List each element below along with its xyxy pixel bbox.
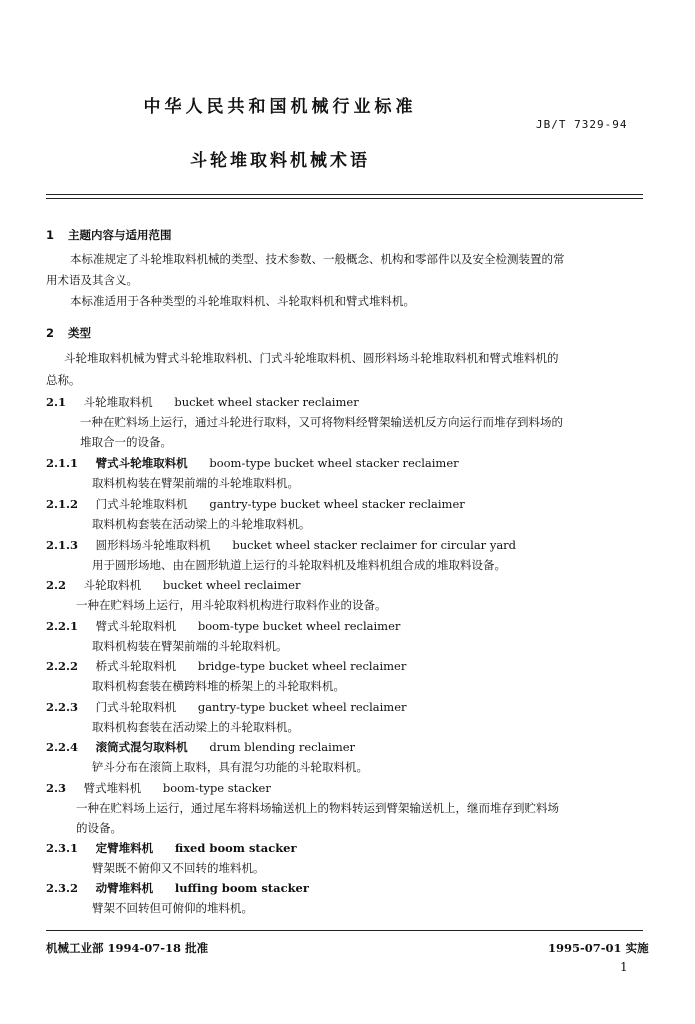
term-english: drum blending reclaimer (209, 740, 356, 754)
section-2-number: 2 (46, 326, 55, 340)
term-english: bridge-type bucket wheel reclaimer (197, 659, 407, 673)
term-entry (46, 394, 359, 410)
term-entry (46, 496, 465, 512)
section-1-paragraph-2: 本标准适用于各种类型的斗轮堆取料机、斗轮取料机和臂式堆料机。 (70, 294, 415, 308)
document-title: 斗轮堆取料机械术语 (190, 151, 370, 171)
term-chinese: 臂式斗轮取料机 (95, 619, 177, 633)
approval-note: 机械工业部 1994-07-18 批准 (46, 941, 209, 955)
term-entry (46, 537, 516, 553)
term-chinese: 门式斗轮取料机 (95, 700, 177, 714)
term-entry (46, 880, 309, 896)
term-english: luffing boom stacker (174, 881, 309, 895)
term-english: bucket wheel reclaimer (162, 578, 301, 592)
section-2-paragraph-1a: 斗轮堆取料机械为臂式斗轮堆取料机、门式斗轮堆取料机、圆形料场斗轮堆取料机和臂式堆料机的 (64, 351, 559, 365)
term-chinese: 斗轮取料机 (83, 578, 142, 592)
term-chinese: 圆形料场斗轮堆取料机 (95, 538, 211, 552)
term-chinese: 门式斗轮堆取料机 (95, 497, 188, 511)
section-1-paragraph-1b: 用术语及其含义。 (46, 273, 138, 287)
term-definition: 一种在贮料场上运行，通过尾车将料场输送机上的物料转运到臂架输送机上，继而堆存到贮料场 (76, 801, 559, 815)
term-number: 2.3.1 (46, 841, 79, 855)
term-english: gantry-type bucket wheel stacker reclaimer (209, 497, 465, 511)
term-number: 2.2.3 (46, 700, 79, 714)
term-entry (46, 840, 297, 856)
term-english: fixed boom stacker (174, 841, 297, 855)
section-2-title: 类型 (68, 326, 91, 340)
term-chinese: 定臂堆料机 (95, 841, 154, 855)
term-definition-cont: 堆取合一的设备。 (80, 435, 172, 449)
term-definition: 用于圆形场地、由在圆形轨道上运行的斗轮取料机及堆料机组合成的堆取料设备。 (92, 558, 506, 572)
term-english: boom-type bucket wheel reclaimer (197, 619, 401, 633)
term-entry (46, 658, 406, 674)
term-definition: 臂架不回转但可俯仰的堆料机。 (92, 901, 253, 915)
term-number: 2.1.2 (46, 497, 79, 511)
section-1-title: 主题内容与适用范围 (68, 228, 172, 242)
section-2-paragraph-1b: 总称。 (46, 373, 81, 387)
term-chinese: 桥式斗轮取料机 (95, 659, 177, 673)
term-number: 2.2 (46, 578, 67, 592)
header-rule (46, 194, 643, 195)
term-chinese: 滚筒式混匀取料机 (95, 740, 188, 754)
term-english: bucket wheel stacker reclaimer for circular yard (232, 538, 517, 552)
term-entry (46, 618, 400, 634)
footer-rule (46, 930, 643, 931)
term-definition: 取料机构套装在活动梁上的斗轮堆取料机。 (92, 517, 311, 531)
term-entry (46, 455, 459, 471)
term-chinese: 臂式斗轮堆取料机 (95, 456, 188, 470)
term-definition: 取料机构套装在活动梁上的斗轮取料机。 (92, 720, 299, 734)
term-entry (46, 739, 355, 755)
term-number: 2.3 (46, 781, 67, 795)
term-english: boom-type stacker (162, 781, 271, 795)
term-number: 2.2.4 (46, 740, 79, 754)
term-english: boom-type bucket wheel stacker reclaimer (209, 456, 459, 470)
term-number: 2.2.1 (46, 619, 79, 633)
term-definition: 臂架既不俯仰又不回转的堆料机。 (92, 861, 265, 875)
term-definition: 铲斗分布在滚筒上取料，具有混匀功能的斗轮取料机。 (92, 760, 368, 774)
term-chinese: 斗轮堆取料机 (83, 395, 153, 409)
page-number: 1 (620, 960, 628, 974)
standard-category-heading: 中华人民共和国机械行业标准 (143, 97, 417, 117)
term-chinese: 动臂堆料机 (95, 881, 154, 895)
term-english: gantry-type bucket wheel reclaimer (197, 700, 407, 714)
section-1-paragraph-1a: 本标准规定了斗轮堆取料机械的类型、技术参数、一般概念、机构和零部件以及安全检测装置的常 (70, 252, 565, 266)
term-number: 2.3.2 (46, 881, 79, 895)
term-definition: 一种在贮料场上运行，通过斗轮进行取料，又可将物料经臂架输送机反方向运行而堆存到料场的 (80, 415, 563, 429)
term-number: 2.1 (46, 395, 67, 409)
term-entry (46, 699, 407, 715)
header-rule-inner (46, 198, 643, 199)
term-number: 2.2.2 (46, 659, 79, 673)
term-definition-cont: 的设备。 (76, 821, 122, 835)
term-definition: 一种在贮料场上运行，用斗轮取料机构进行取料作业的设备。 (76, 598, 387, 612)
term-number: 2.1.3 (46, 538, 79, 552)
term-english: bucket wheel stacker reclaimer (174, 395, 359, 409)
section-1-number: 1 (46, 228, 55, 242)
effective-date: 1995-07-01 实施 (548, 941, 649, 955)
term-chinese: 臂式堆料机 (83, 781, 142, 795)
term-number: 2.1.1 (46, 456, 79, 470)
term-entry (46, 577, 300, 593)
standard-number: JB/T 7329-94 (536, 118, 628, 131)
term-definition: 取料机构装在臂架前端的斗轮堆取料机。 (92, 476, 299, 490)
term-definition: 取料机构套装在横跨料堆的桥架上的斗轮取料机。 (92, 679, 345, 693)
term-entry (46, 780, 271, 796)
term-definition: 取料机构装在臂架前端的斗轮取料机。 (92, 639, 288, 653)
